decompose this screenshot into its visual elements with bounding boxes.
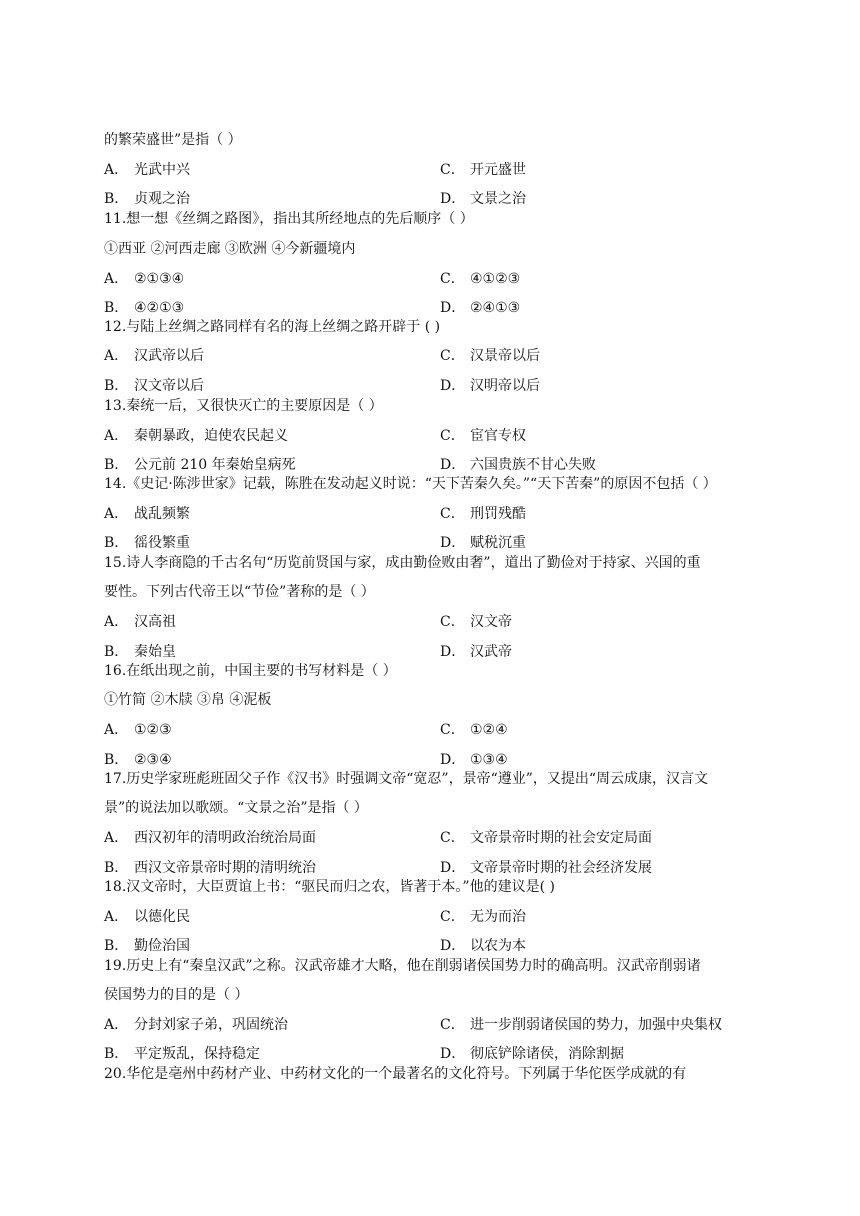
- question-14-stem: 14.《史记·陈涉世家》记载，陈胜在发动起义时说：“天下苦秦久矣。”“天下苦秦”的原因不包括（ ）: [104, 476, 717, 492]
- option-text: ④②①③: [134, 300, 185, 316]
- question-17-stem-line-1: 17.历史学家班彪班固父子作《汉书》时强调文帝“宽忍”，景帝“遵业”，又提出“周云成康，汉言文: [104, 771, 709, 787]
- option-letter: A．: [104, 830, 129, 846]
- q19-option-a[interactable]: [104, 1015, 288, 1035]
- q17-option-b[interactable]: [104, 858, 316, 878]
- q17-option-a[interactable]: [104, 828, 316, 848]
- q13-option-a[interactable]: [104, 426, 288, 446]
- q11-option-d[interactable]: [440, 298, 520, 318]
- option-text: ②③④: [134, 752, 172, 768]
- option-letter: C．: [440, 614, 465, 630]
- option-text: ①②③: [134, 722, 172, 738]
- option-text: 西汉初年的清明政治统治局面: [134, 830, 316, 846]
- option-text: 刑罚残酷: [470, 506, 526, 522]
- option-letter: B．: [104, 860, 129, 876]
- option-text: 文帝景帝时期的社会经济发展: [470, 860, 652, 876]
- q16-option-a[interactable]: [104, 720, 172, 740]
- option-letter: C．: [440, 348, 465, 364]
- question-12-stem: 12.与陆上丝绸之路同样有名的海上丝绸之路开辟于 ( ): [104, 319, 441, 335]
- option-letter: B．: [104, 535, 129, 551]
- option-text: 文帝景帝时期的社会安定局面: [470, 830, 652, 846]
- question-16-stem: 16.在纸出现之前，中国主要的书写材料是（ ）: [104, 663, 397, 679]
- q16-option-d[interactable]: [440, 750, 508, 770]
- option-text: 汉文帝以后: [134, 378, 204, 394]
- option-text: 西汉文帝景帝时期的清明统治: [134, 860, 316, 876]
- option-text: 汉景帝以后: [470, 348, 540, 364]
- option-text: 宦官专权: [470, 428, 526, 444]
- option-letter: A．: [104, 162, 129, 178]
- q12-option-c[interactable]: [440, 346, 540, 366]
- option-letter: A．: [104, 271, 129, 287]
- option-letter: B．: [104, 1046, 129, 1062]
- option-text: 六国贵族不甘心失败: [470, 457, 596, 473]
- option-letter: B．: [104, 644, 129, 660]
- q10-option-c[interactable]: [440, 160, 526, 180]
- option-text: 秦朝暴政，迫使农民起义: [134, 428, 288, 444]
- option-letter: C．: [440, 428, 465, 444]
- q18-option-b[interactable]: [104, 936, 190, 956]
- option-text: ②①③④: [134, 271, 185, 287]
- q12-option-a[interactable]: [104, 346, 204, 366]
- question-15-stem-line-1: 15.诗人李商隐的千古名句“历览前贤国与家，成由勤俭败由奢”，道出了勤俭对于持家、兴国的重: [104, 555, 701, 571]
- option-letter: C．: [440, 506, 465, 522]
- q10-option-a[interactable]: [104, 160, 190, 180]
- question-16-items: ①竹简 ②木牍 ③帛 ④泥板: [104, 692, 272, 708]
- q18-option-d[interactable]: [440, 936, 526, 956]
- q13-option-d[interactable]: [440, 455, 596, 475]
- option-letter: D．: [440, 457, 466, 473]
- option-letter: D．: [440, 300, 466, 316]
- question-18-stem: 18.汉文帝时，大臣贾谊上书：“驱民而归之农，皆著于本。”他的建议是( ): [104, 879, 555, 895]
- q11-option-c[interactable]: [440, 269, 520, 289]
- q15-option-a[interactable]: [104, 612, 176, 632]
- q19-option-d[interactable]: [440, 1044, 624, 1064]
- q15-option-c[interactable]: [440, 612, 512, 632]
- q12-option-d[interactable]: [440, 376, 540, 396]
- option-letter: B．: [104, 300, 129, 316]
- q14-option-c[interactable]: [440, 504, 526, 524]
- option-letter: B．: [104, 938, 129, 954]
- question-19-stem-line-1: 19.历史上有“秦皇汉武”之称。汉武帝雄才大略，他在削弱诸侯国势力时的确高明。汉武帝削弱诸: [104, 958, 701, 974]
- option-letter: C．: [440, 162, 465, 178]
- option-letter: D．: [440, 378, 466, 394]
- option-text: 以德化民: [134, 909, 190, 925]
- option-letter: B．: [104, 457, 129, 473]
- option-letter: A．: [104, 614, 129, 630]
- option-text: 勤俭治国: [134, 938, 190, 954]
- question-15-stem-line-2: 要性。下列古代帝王以“节俭”著称的是（ ）: [104, 584, 375, 600]
- question-11-stem: 11.想一想《丝绸之路图》，指出其所经地点的先后顺序（ ）: [104, 211, 474, 227]
- q14-option-d[interactable]: [440, 533, 526, 553]
- q12-option-b[interactable]: [104, 376, 204, 396]
- question-10-stem-tail: 的繁荣盛世”是指（ ）: [104, 132, 242, 148]
- question-19-stem-line-2: 侯国势力的目的是（ ）: [104, 987, 249, 1003]
- q18-option-a[interactable]: [104, 907, 190, 927]
- option-text: 汉武帝: [470, 644, 512, 660]
- option-letter: B．: [104, 378, 129, 394]
- option-text: 公元前 210 年秦始皇病死: [134, 457, 296, 473]
- option-letter: D．: [440, 535, 466, 551]
- q16-option-b[interactable]: [104, 750, 172, 770]
- option-letter: A．: [104, 506, 129, 522]
- q16-option-c[interactable]: [440, 720, 508, 740]
- option-text: 汉明帝以后: [470, 378, 540, 394]
- option-text: 汉武帝以后: [134, 348, 204, 364]
- option-text: 贞观之治: [134, 191, 190, 207]
- question-13-stem: 13.秦统一后，又很快灭亡的主要原因是（ ）: [104, 398, 383, 414]
- option-text: 平定叛乱，保持稳定: [134, 1046, 260, 1062]
- option-text: 无为而治: [470, 909, 526, 925]
- q10-option-b[interactable]: [104, 189, 190, 209]
- option-text: 开元盛世: [470, 162, 526, 178]
- option-text: 以农为本: [470, 938, 526, 954]
- option-text: ①②④: [470, 722, 508, 738]
- option-letter: A．: [104, 1017, 129, 1033]
- option-letter: D．: [440, 938, 466, 954]
- option-text: 文景之治: [470, 191, 526, 207]
- option-letter: C．: [440, 271, 465, 287]
- q19-option-b[interactable]: [104, 1044, 260, 1064]
- option-letter: C．: [440, 909, 465, 925]
- q10-option-d[interactable]: [440, 189, 526, 209]
- option-text: 汉高祖: [134, 614, 176, 630]
- q11-option-b[interactable]: [104, 298, 184, 318]
- option-text: ④①②③: [470, 271, 521, 287]
- option-letter: D．: [440, 752, 466, 768]
- option-letter: B．: [104, 752, 129, 768]
- option-text: 光武中兴: [134, 162, 190, 178]
- q17-option-d[interactable]: [440, 858, 652, 878]
- option-text: 秦始皇: [134, 644, 176, 660]
- q13-option-b[interactable]: [104, 455, 296, 475]
- option-letter: D．: [440, 191, 466, 207]
- option-text: ①③④: [470, 752, 508, 768]
- option-text: 彻底铲除诸侯，消除割据: [470, 1046, 624, 1062]
- option-letter: B．: [104, 191, 129, 207]
- q15-option-b[interactable]: [104, 642, 176, 662]
- q15-option-d[interactable]: [440, 642, 512, 662]
- q13-option-c[interactable]: [440, 426, 526, 446]
- question-17-stem-line-2: 景”的说法加以歌颂。“文景之治”是指（ ）: [104, 800, 368, 816]
- option-letter: D．: [440, 1046, 466, 1062]
- q19-option-c[interactable]: [440, 1015, 722, 1035]
- option-text: 徭役繁重: [134, 535, 190, 551]
- option-text: 战乱频繁: [134, 506, 190, 522]
- question-11-items: ①西亚 ②河西走廊 ③欧洲 ④今新疆境内: [104, 241, 356, 257]
- option-letter: A．: [104, 428, 129, 444]
- q18-option-c[interactable]: [440, 907, 526, 927]
- option-letter: D．: [440, 644, 466, 660]
- q14-option-a[interactable]: [104, 504, 190, 524]
- option-text: 赋税沉重: [470, 535, 526, 551]
- option-text: 汉文帝: [470, 614, 512, 630]
- option-text: ②④①③: [470, 300, 521, 316]
- option-text: 进一步削弱诸侯国的势力，加强中央集权: [470, 1017, 722, 1033]
- question-20-stem: 20.华佗是亳州中药材产业、中药材文化的一个最著名的文化符号。下列属于华佗医学成就的有: [104, 1066, 687, 1082]
- option-letter: A．: [104, 348, 129, 364]
- option-text: 分封刘家子弟，巩固统治: [134, 1017, 288, 1033]
- q14-option-b[interactable]: [104, 533, 190, 553]
- option-letter: D．: [440, 860, 466, 876]
- option-letter: C．: [440, 1017, 465, 1033]
- q11-option-a[interactable]: [104, 269, 184, 289]
- option-letter: C．: [440, 722, 465, 738]
- option-letter: C．: [440, 830, 465, 846]
- option-letter: A．: [104, 909, 129, 925]
- q17-option-c[interactable]: [440, 828, 652, 848]
- option-letter: A．: [104, 722, 129, 738]
